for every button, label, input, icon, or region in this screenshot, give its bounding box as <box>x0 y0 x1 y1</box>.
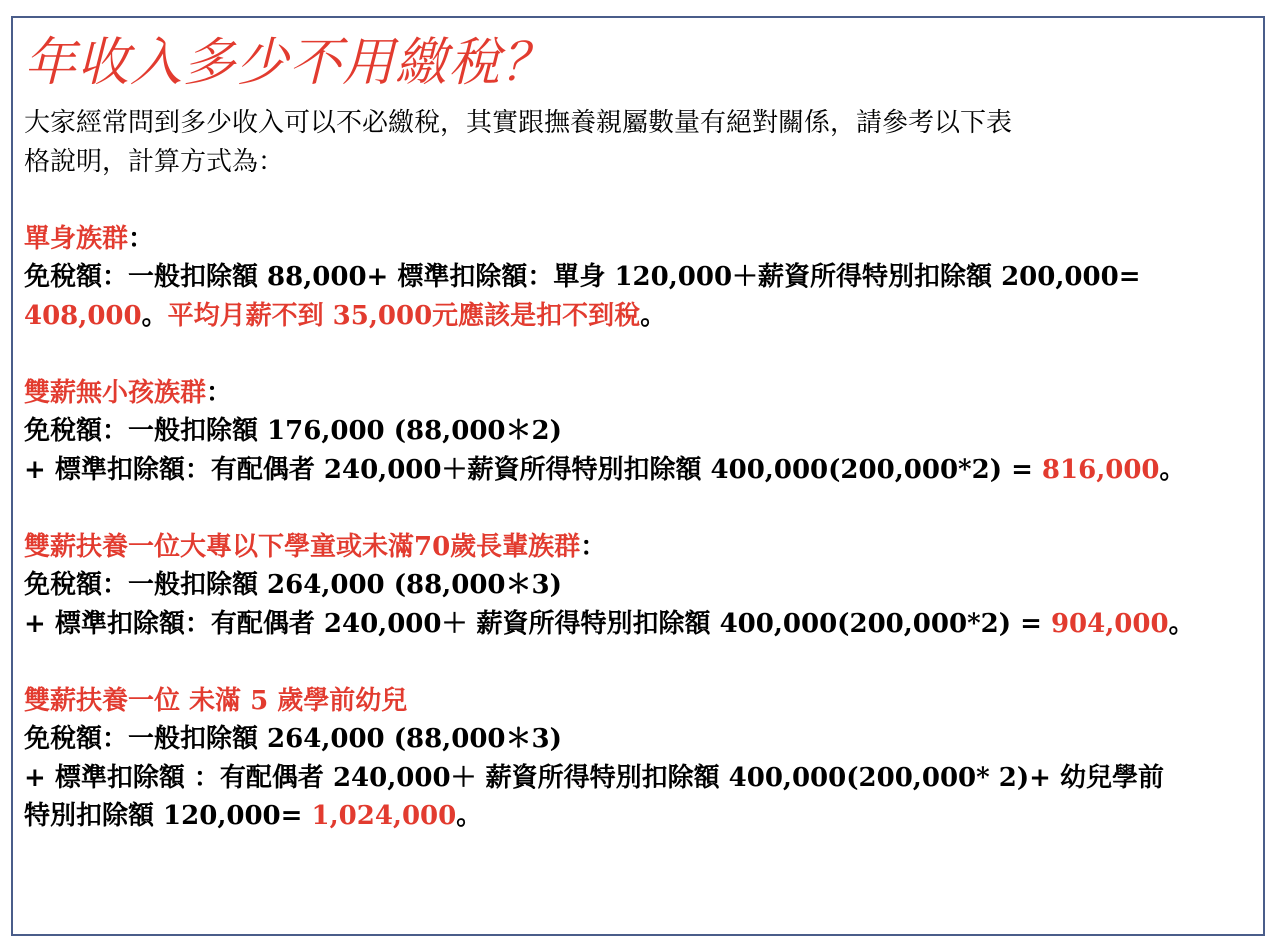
single-note: 平均月薪不到 35,000元應該是扣不到稅 <box>167 300 641 331</box>
single-formula: 免稅額：一般扣除額 88,000+ 標準扣除額：單身 120,000＋薪資所得特別扣除額 200,000= <box>24 262 1141 292</box>
single-heading: 單身族群 <box>24 223 129 254</box>
dual-preschool-formula-end: 特別扣除額 120,000= <box>24 801 312 831</box>
spacer <box>24 335 1254 374</box>
single-result-line <box>24 297 1254 336</box>
dual-one-dependent-formula: + 標準扣除額：有配偶者 240,000＋ 薪資所得特別扣除額 400,000(200,000*2) = <box>24 608 1051 639</box>
dual-no-kids-heading: 雙薪無小孩族群 <box>24 377 207 408</box>
period: 。 <box>456 801 483 831</box>
period: 。 <box>640 300 667 331</box>
spacer <box>24 181 1254 220</box>
single-heading-line <box>24 220 1254 259</box>
heading-colon: ： <box>580 531 607 562</box>
period: 。 <box>1168 608 1195 639</box>
spacer <box>24 643 1254 682</box>
intro-line-2: 格說明，計算方式為： <box>24 146 285 177</box>
period: 。 <box>1159 454 1186 485</box>
dual-one-dependent-total: 904,000 <box>1050 608 1169 639</box>
dual-preschool-exemption: 免稅額：一般扣除額 264,000 (88,000＊3) <box>24 724 562 754</box>
dual-preschool-formula: + 標準扣除額 ：有配偶者 240,000＋ 薪資所得特別扣除額 400,000(200,000* 2)+ 幼兒學前 <box>24 762 1165 793</box>
dual-one-dependent-exemption: 免稅額：一般扣除額 264,000 (88,000＊3) <box>24 570 562 600</box>
dual-preschool-result-line <box>24 797 1254 836</box>
single-total: 408,000 <box>24 300 142 331</box>
dual-no-kids-exemption: 免稅額：一般扣除額 176,000 (88,000＊2) <box>24 416 562 446</box>
separator: 。 <box>141 300 168 331</box>
dual-preschool-total: 1,024,000 <box>311 801 457 831</box>
heading-colon: ： <box>128 223 155 254</box>
dual-one-dependent-formula-line <box>24 605 1254 644</box>
spacer <box>24 489 1254 528</box>
document-body <box>24 104 1254 836</box>
dual-one-dependent-heading: 雙薪扶養一位大專以下學童或未滿70歲長輩族群 <box>24 531 581 562</box>
page-title: 年收入多少不用繳稅？ <box>24 33 555 93</box>
dual-preschool-heading: 雙薪扶養一位 未滿 5 歲學前幼兒 <box>24 685 408 716</box>
dual-one-dependent-heading-line <box>24 528 1254 567</box>
dual-no-kids-formula: + 標準扣除額：有配偶者 240,000＋薪資所得特別扣除額 400,000(200,000*2) = <box>24 454 1042 485</box>
dual-no-kids-total: 816,000 <box>1041 454 1160 485</box>
heading-colon: ： <box>206 377 233 408</box>
intro-line-1: 大家經常問到多少收入可以不必繳稅，其實跟撫養親屬數量有絕對關係，請參考以下表 <box>24 108 1013 138</box>
dual-no-kids-heading-line <box>24 374 1254 413</box>
dual-no-kids-formula-line <box>24 451 1254 490</box>
